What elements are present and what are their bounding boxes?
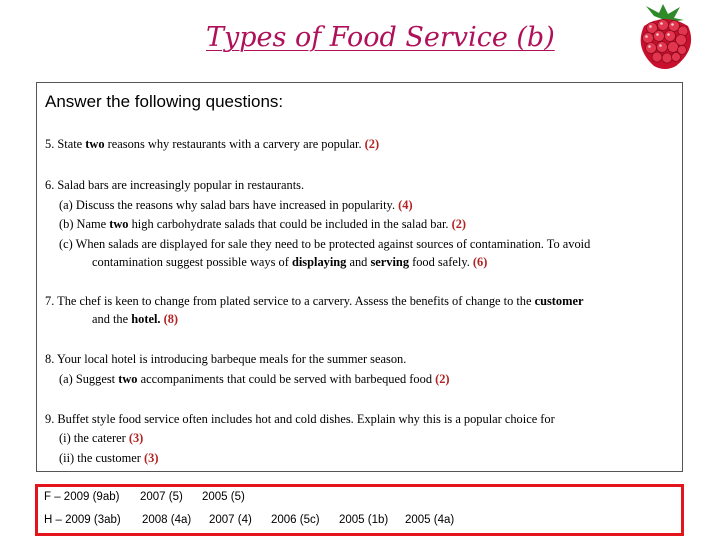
question-8: 8. Your local hotel is introducing barbeque meals for the summer season. <box>45 352 407 366</box>
reference-item: 2005 (5) <box>202 491 245 503</box>
marks: (2) <box>364 137 380 151</box>
reference-item: F – 2009 (9ab) <box>44 491 120 503</box>
marks: (2) <box>435 372 450 386</box>
question-6: 6. Salad bars are increasingly popular in restaurants. <box>45 178 305 192</box>
question-5: 5. State two reasons why restaurants with a carvery are popular. (2) <box>45 137 380 151</box>
question-7: 7. The chef is keen to change from plated service to a carvery. Assess the benefits of change to the customer <box>45 294 584 308</box>
question-6c: (c) When salads are displayed for sale they need to be protected against sources of contamination. To avoid <box>59 237 591 251</box>
page-title: Types of Food Service (b) <box>206 22 555 53</box>
question-9i: (i) the caterer (3) <box>59 431 144 445</box>
reference-item: 2007 (4) <box>209 514 252 526</box>
questions-heading: Answer the following questions: <box>45 92 284 111</box>
reference-item: H – 2009 (3ab) <box>44 514 121 526</box>
reference-item: 2008 (4a) <box>142 514 192 526</box>
reference-item: 2007 (5) <box>140 491 183 503</box>
question-6b: (b) Name two high carbohydrate salads that could be included in the salad bar. (2) <box>59 217 467 231</box>
question-7-continued: and the hotel. (8) <box>92 312 179 326</box>
raspberry-icon <box>632 4 698 70</box>
marks: (4) <box>398 198 413 212</box>
reference-item: 2005 (4a) <box>405 514 455 526</box>
reference-item: 2005 (1b) <box>339 514 389 526</box>
question-8a: (a) Suggest two accompaniments that could be served with barbequed food (2) <box>59 372 450 386</box>
question-6c-continued: contamination suggest possible ways of displaying and serving food safely. (6) <box>92 255 488 269</box>
question-6a: (a) Discuss the reasons why salad bars have increased in popularity. (4) <box>59 198 413 212</box>
marks: (2) <box>451 217 467 231</box>
marks: (3) <box>144 451 159 465</box>
reference-item: 2006 (5c) <box>271 514 320 526</box>
marks: (6) <box>472 255 488 269</box>
question-9ii: (ii) the customer (3) <box>59 451 159 465</box>
past-paper-references <box>35 484 684 536</box>
marks: (3) <box>128 431 144 445</box>
marks: (8) <box>163 312 179 326</box>
question-9: 9. Buffet style food service often includes hot and cold dishes. Explain why this is a popular choice for <box>45 412 555 426</box>
questions-box <box>36 82 683 472</box>
